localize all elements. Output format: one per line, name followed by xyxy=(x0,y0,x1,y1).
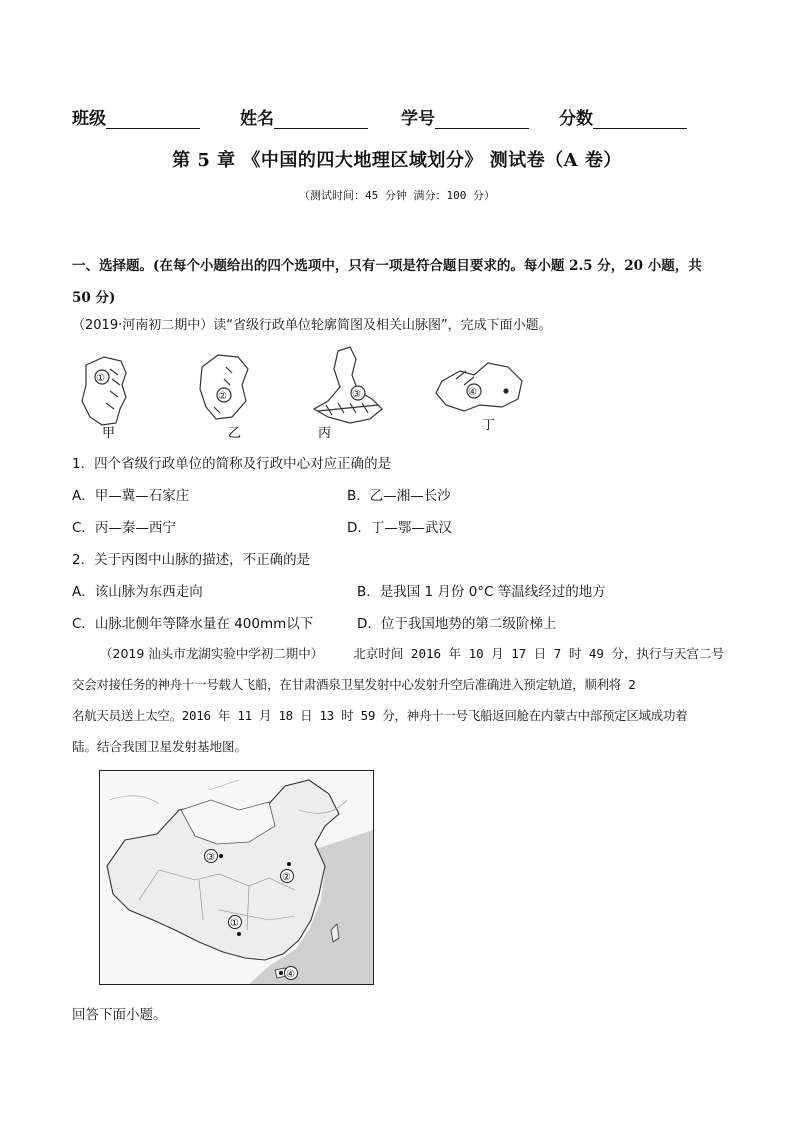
answer-prompt: 回答下面小题。 xyxy=(72,1007,167,1023)
question-1-option-d[interactable]: D．丁—鄂—武汉 xyxy=(347,520,452,536)
map-label-bing: 丙 xyxy=(318,426,332,440)
province-map-ding xyxy=(436,363,522,411)
passage-line-3: 名航天员送上太空。2016 年 11 月 18 日 13 时 59 分，神舟十一号飞船返回舱在内蒙古中部预定区域成功着 xyxy=(72,708,688,723)
province-map-jia xyxy=(82,357,126,425)
question-2-stem: 2．关于丙图中山脉的描述，不正确的是 xyxy=(72,552,311,568)
province-outline-maps xyxy=(76,345,536,440)
province-map-yi xyxy=(200,355,248,419)
question-2-option-c[interactable]: C．山脉北侧年等降水量在 400mm以下 xyxy=(72,616,314,632)
student-info-header xyxy=(72,104,722,130)
question-group-source: （2019·河南初二期中）读“省级行政单位轮廓简图及相关山脉图”，完成下面小题。 xyxy=(72,318,552,333)
map-label-ding: 丁 xyxy=(482,418,496,433)
page-title: 第 5 章 《中国的四大地理区域划分》 测试卷（A 卷） xyxy=(172,150,622,171)
svg-text:③: ③ xyxy=(206,852,215,863)
svg-text:①: ① xyxy=(230,918,239,929)
province-map-bing xyxy=(314,347,382,423)
map-label-yi: 乙 xyxy=(228,426,242,440)
question-2-option-a[interactable]: A．该山脉为东西走向 xyxy=(72,584,203,600)
map-number-1: ① xyxy=(96,373,105,384)
section-heading: 一、选择题。(在每个小题给出的四个选项中，只有一项是符合题目要求的。每小题 2.5 分，20 小题，共 50 分) xyxy=(72,258,702,306)
question-2-option-b[interactable]: B．是我国 1 月份 0°C 等温线经过的地方 xyxy=(357,584,606,600)
question-1-option-b[interactable]: B．乙—湘—长沙 xyxy=(347,488,451,504)
passage-line-4: 陆。结合我国卫星发射基地图。 xyxy=(72,739,248,754)
map-label-jia: 甲 xyxy=(102,426,116,440)
question-1-option-c[interactable]: C．丙—秦—西宁 xyxy=(72,520,176,536)
class-field[interactable]: 班级 xyxy=(72,104,200,129)
group-2-source: （2019 汕头市龙湖实验中学初二期中） xyxy=(100,646,324,661)
question-2-option-d[interactable]: D．位于我国地势的第二级阶梯上 xyxy=(357,616,557,632)
exam-info: （测试时间：45 分钟 满分：100 分） xyxy=(299,189,495,202)
satellite-launch-base-map xyxy=(99,770,374,985)
passage-line-1: 北京时间 2016 年 10 月 17 日 7 时 49 分，执行与天宫二号 xyxy=(353,646,724,661)
map-number-3: ③ xyxy=(352,389,361,400)
passage-line-2: 交会对接任务的神舟十一号载人飞船，在甘肃酒泉卫星发射中心发射升空后准确进入预定轨道，顺利将 2 xyxy=(72,677,636,692)
question-1-stem: 1．四个省级行政单位的简称及行政中心对应正确的是 xyxy=(72,456,392,472)
svg-text:④: ④ xyxy=(286,969,295,980)
student-number-field[interactable]: 学号 xyxy=(401,104,529,129)
map-number-4: ④ xyxy=(468,387,477,398)
svg-text:②: ② xyxy=(282,872,291,883)
map-number-2: ② xyxy=(218,391,227,402)
score-field[interactable]: 分数 xyxy=(559,104,687,129)
question-group-2-passage xyxy=(72,638,722,762)
name-field[interactable]: 姓名 xyxy=(240,104,368,129)
question-1-option-a[interactable]: A．甲—冀—石家庄 xyxy=(72,488,190,504)
